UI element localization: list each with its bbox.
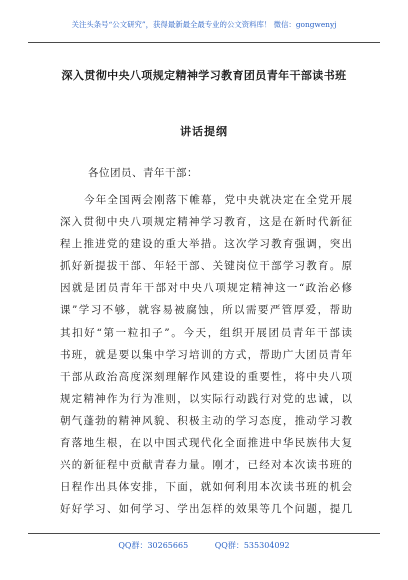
body-line: 兴的新征程中贡献青春力量。刚才，已经对本次读书班的	[60, 459, 352, 472]
document-subtitle: 讲话提纲	[180, 125, 228, 138]
body-line: 干部从政治高度深刻理解作风建设的重要性，将中央八项	[60, 370, 352, 383]
body-line: 好好学习、如何学习、学出怎样的效果等几个问题，提几	[60, 503, 352, 516]
body-line: 程上推进党的建设的重大举措。这次学习教育强调，突出	[60, 238, 352, 251]
body-line: 其扣好“第一粒扣子”。今天，组织开展团员青年干部读	[60, 326, 352, 339]
body-line: 深入贯彻中央八项规定精神学习教育，这是在新时代新征	[60, 216, 352, 229]
header-note: 关注头条号“公文研究”，获得最新最全最专业的公文资料库！ 微信：gongwenyj	[71, 20, 337, 29]
footer-qq-group-2: QQ群：535304092	[214, 541, 290, 550]
document-title: 深入贯彻中央八项规定精神学习教育团员青年干部读书班	[61, 69, 347, 82]
footer-qq-group-1: QQ群：30265665	[118, 541, 189, 550]
footer	[0, 540, 408, 551]
body-line: 朝气蓬勃的精神风貌、积极主动的学习态度，推动学习教	[60, 414, 352, 427]
body-line: 书班，就是要以集中学习培训的方式，帮助广大团员青年	[60, 348, 352, 361]
body-line: 规定精神作为行为准则，以实际行动践行对党的忠诚，以	[60, 392, 352, 405]
body-line: 课”学习不够，就容易被腐蚀，所以需要严管厚爱，帮助	[60, 304, 352, 317]
body-text	[60, 189, 352, 520]
body-line: 今年全国两会刚落下帷幕，党中央就决定在全党开展	[84, 194, 352, 206]
body-line: 抓好新提拔干部、年轻干部、关键岗位干部学习教育。原	[60, 260, 352, 273]
header-divider	[28, 42, 380, 43]
salutation: 各位团员、青年干部：	[88, 167, 198, 179]
footer-divider	[28, 533, 380, 534]
body-line: 育落地生根，在以中国式现代化全面推进中华民族伟大复	[60, 437, 352, 450]
body-line: 因就是团员青年干部对中央八项规定精神这一“政治必修	[60, 282, 352, 295]
body-line: 日程作出具体安排，下面，就如何利用本次读书班的机会	[60, 481, 352, 494]
